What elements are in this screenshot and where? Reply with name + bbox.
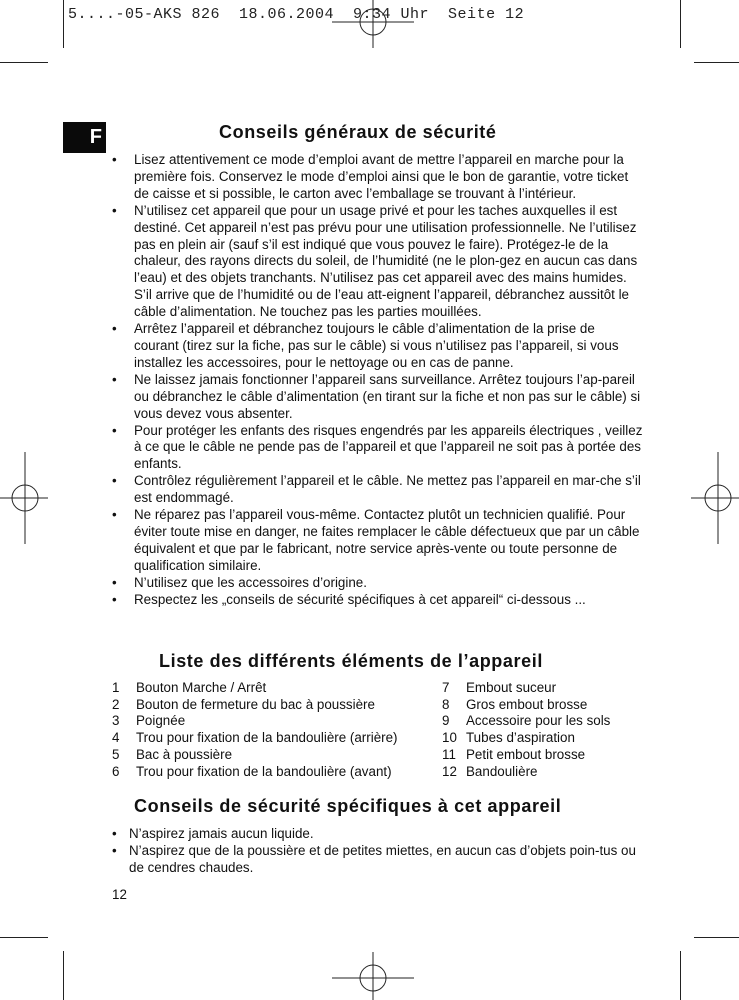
part-number: 11 [442,746,456,762]
part-row [442,730,610,747]
list-item: • Ne laissez jamais fonctionner l’appareil sans surveillance. Arrêtez toujours l’ap-pareil ou débranchez le câble d’alimentation (en tirant sur la fiche et non pas sur le câble) si vous devez vous absenter. [108,372,643,423]
registration-mark-icon [332,952,414,1000]
specific-safety-title: Conseils de sécurité spécifiques à cet appareil [134,796,562,816]
part-number: 8 [442,696,450,712]
list-item: • Contrôlez régulièrement l’appareil et le câble. Ne mettez pas l’appareil en mar-che s’il est endommagé. [108,473,643,507]
part-row [112,730,398,747]
part-number: 3 [112,713,120,729]
registration-mark-icon [332,0,414,48]
part-row [112,680,398,697]
crop-mark [694,62,739,63]
crop-mark [680,951,681,1000]
registration-mark-icon [0,452,48,544]
crop-mark [63,951,64,1000]
crop-mark [0,937,48,938]
crop-mark [0,62,48,63]
print-header: 5....-05-AKS 826 18.06.2004 9:34 Uhr Seite 12 [68,6,525,23]
part-number: 6 [112,763,120,779]
list-item: • Lisez attentivement ce mode d’emploi avant de mettre l’appareil en marche pour la première fois. Conservez le mode d’emploi ainsi que le bon de garantie, votre ticket de caisse et si possible, le carton avec l’emballage se trouvant à l’intérieur. [108,152,643,203]
crop-mark [63,0,64,48]
list-item: • Arrêtez l’appareil et débranchez toujours le câble d’alimentation de la prise de courant (tirez sur la fiche, pas sur le câble) si vous n’utilisez pas l’appareil, si vous installez les accessoires, pour le nettoyage ou en cas de panne. [108,321,643,372]
list-item: • N’utilisez cet appareil que pour un usage privé et pour les taches auxquelles il est destiné. Cet appareil n’est pas prévu pour une utilisation professionnelle. Ne l’utilisez pas en plein air (sauf s’il est indiqué que vous pouvez le faire). Protégez-le de la chaleur, des rayons directs du soleil, de l’humidité (ne le plon-gez en aucun cas dans l’eau) et des objets tranchants. N’utilisez pas cet appareil avec des mains humides. S’il arrive que de l’humidité ou de l’eau att-eignent l’appareil, débranchez aussitôt le câble d’alimentation. Ne touchez pas les parties mouillées. [108,203,643,321]
part-label: Petit embout brosse [466,746,586,762]
part-row [442,680,610,697]
parts-list-title: Liste des différents éléments de l’appareil [159,651,543,671]
part-row [442,764,610,781]
part-number: 4 [112,730,120,746]
page-number: 12 [112,887,127,902]
part-row [112,764,398,781]
part-label: Bandoulière [466,763,538,779]
part-row [112,713,398,730]
part-label: Bac à poussière [136,746,233,762]
part-label: Trou pour fixation de la bandoulière (arrière) [136,730,398,746]
specific-safety-list [108,826,638,877]
part-row [442,747,610,764]
list-item: • Respectez les „conseils de sécurité spécifiques à cet appareil“ ci-dessous ... [108,592,643,609]
part-label: Trou pour fixation de la bandoulière (avant) [136,763,392,779]
list-item: • N’utilisez que les accessoires d’origine. [108,575,643,592]
part-row [442,697,610,714]
list-item: • Pour protéger les enfants des risques engendrés par les appareils électriques , veillez à ce que le câble ne pende pas de l’appareil et que l’appareil ne soit pas à portée des enfants. [108,423,643,474]
part-number: 9 [442,713,450,729]
part-label: Embout suceur [466,680,557,695]
part-number: 1 [112,680,120,695]
part-label: Gros embout brosse [466,696,588,712]
part-label: Bouton de fermeture du bac à poussière [136,696,375,712]
part-number: 10 [442,730,457,746]
registration-mark-icon [691,452,739,544]
list-item: • N’aspirez que de la poussière et de petites miettes, en aucun cas d’objets poin-tus ou de cendres chaudes. [108,843,638,877]
part-label: Poignée [136,713,186,729]
general-safety-list [108,152,643,608]
crop-mark [680,0,681,48]
list-item: • Ne réparez pas l’appareil vous-même. Contactez plutôt un technicien qualifié. Pour éviter toute mise en danger, ne faites remplacer le câble défectueux que par un câble équivalent et que par le fabricant, notre service après-vente ou toute personne de qualification similaire. [108,507,643,575]
part-number: 12 [442,763,457,779]
crop-mark [694,937,739,938]
part-number: 2 [112,696,120,712]
list-item: • N’aspirez jamais aucun liquide. [108,826,638,843]
part-number: 5 [112,746,120,762]
part-label: Tubes d’aspiration [466,730,575,746]
language-tab: F [63,122,106,153]
parts-list-right [442,680,610,780]
part-label: Accessoire pour les sols [466,713,611,729]
parts-list-left [112,680,398,780]
part-row [442,713,610,730]
part-label: Bouton Marche / Arrêt [136,680,267,695]
part-row [112,747,398,764]
part-row [112,697,398,714]
part-number: 7 [442,680,450,695]
general-safety-title: Conseils généraux de sécurité [219,122,497,142]
